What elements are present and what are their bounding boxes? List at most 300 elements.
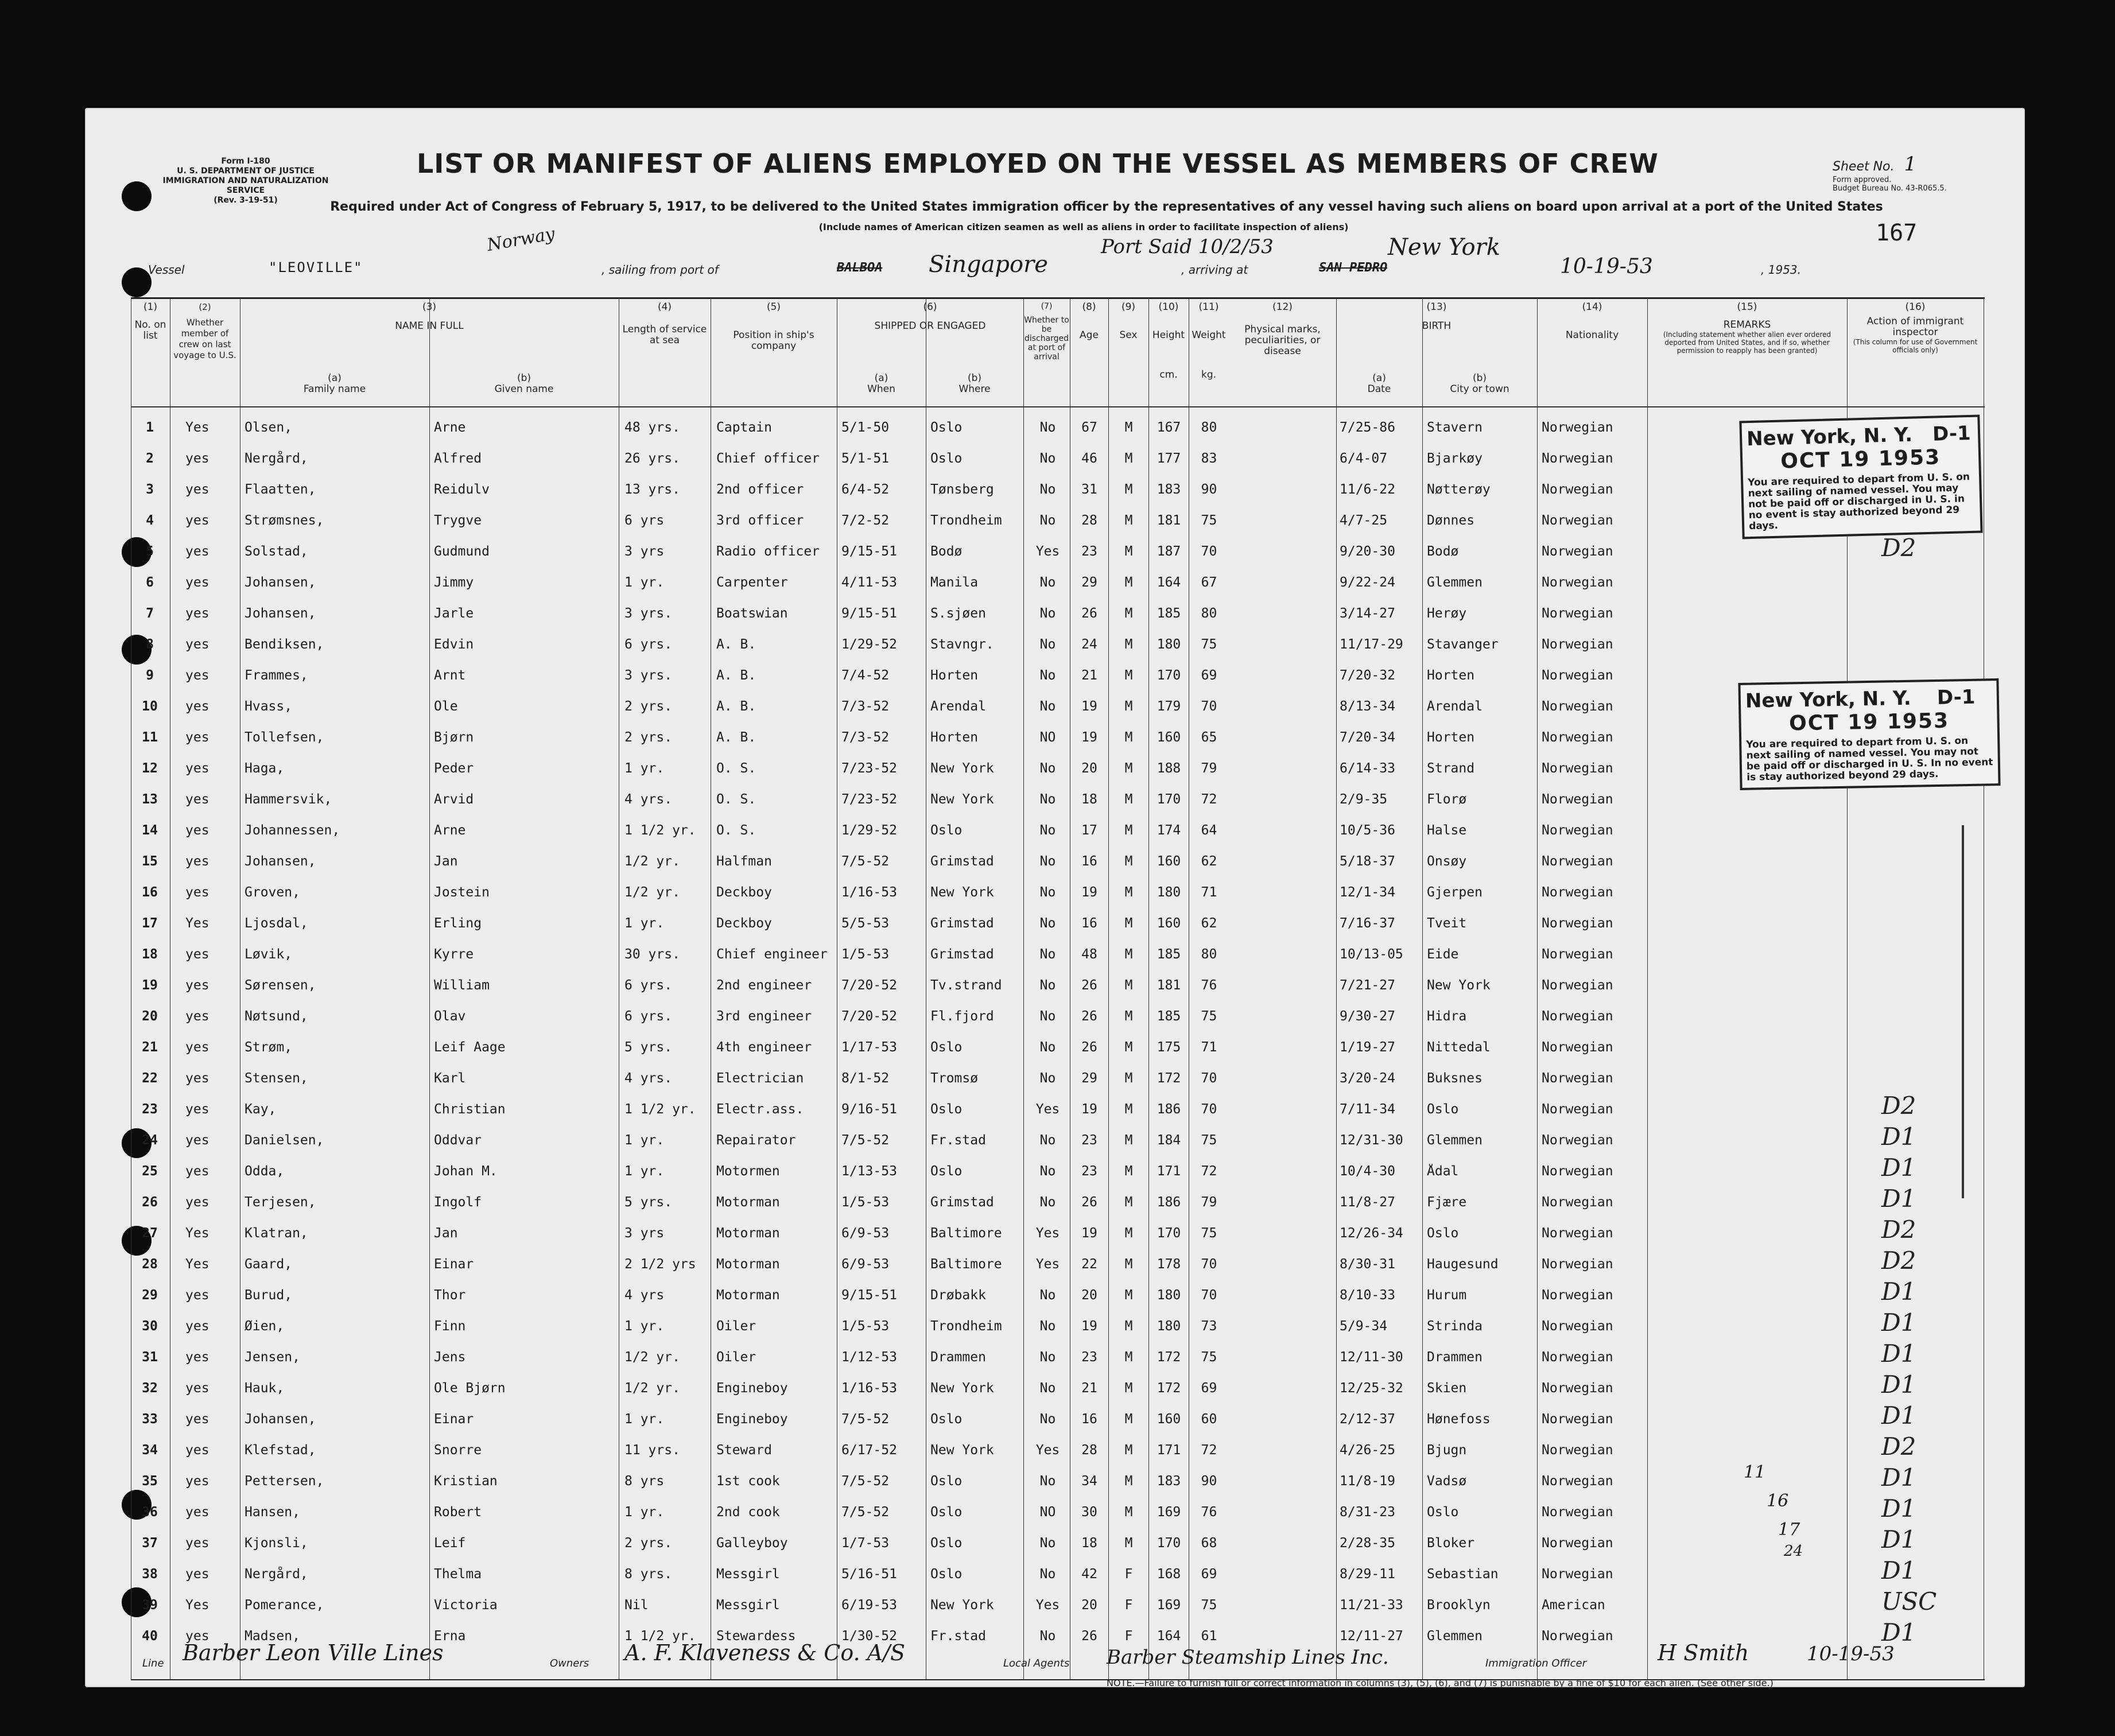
row-birth-place: Buksnes (1427, 1071, 1483, 1086)
row-given-name: Ingolf (434, 1195, 482, 1210)
row-height: 160 (1157, 1412, 1181, 1427)
row-length-of-service: 3 yrs (624, 544, 665, 559)
row-number: 35 (142, 1474, 158, 1489)
row-shipped-where: Arendal (930, 699, 986, 714)
row-weight: 75 (1201, 1009, 1217, 1024)
row-given-name: Christian (434, 1102, 506, 1117)
row-sex: M (1124, 544, 1133, 559)
row-age: 46 (1081, 451, 1097, 466)
row-position: Motorman (716, 1257, 780, 1272)
row-shipped-when: 7/5-52 (841, 1474, 890, 1489)
row-length-of-service: 1 yr. (624, 761, 665, 776)
row-age: 34 (1081, 1474, 1097, 1489)
row-shipped-when: 1/12-53 (841, 1350, 897, 1365)
row-nationality: Norwegian (1542, 1071, 1613, 1086)
row-position: A. B. (716, 730, 756, 745)
row-weight: 71 (1201, 1040, 1217, 1055)
row-discharge: No (1039, 513, 1056, 528)
row-prior-voyage: yes (185, 1412, 209, 1427)
row-inspector-action: D1 (1881, 1370, 1916, 1399)
row-weight: 83 (1201, 451, 1217, 466)
row-sex: M (1124, 420, 1133, 435)
row-birth-date: 7/20-32 (1340, 668, 1395, 683)
row-family-name: Gaard, (245, 1257, 293, 1272)
row-sex: M (1124, 1040, 1133, 1055)
row-position: Carpenter (716, 575, 788, 590)
row-birth-place: Florø (1427, 792, 1467, 807)
row-prior-voyage: yes (185, 1443, 209, 1458)
row-length-of-service: 4 yrs. (624, 1071, 673, 1086)
row-birth-date: 10/5-36 (1340, 823, 1395, 838)
row-prior-voyage: yes (185, 1102, 209, 1117)
col-6-header: (6) SHIPPED OR ENGAGED (874, 301, 986, 332)
row-discharge: No (1039, 792, 1056, 807)
row-shipped-where: Horten (930, 668, 979, 683)
row-sex: M (1124, 1536, 1133, 1551)
col-7-header: (7) Whether to be discharged at port of arrival (1024, 302, 1069, 362)
row-inspector-action: D1 (1881, 1184, 1916, 1213)
department: U. S. DEPARTMENT OF JUSTICE (177, 166, 315, 176)
row-family-name: Kay, (245, 1102, 277, 1117)
row-sex: M (1124, 947, 1133, 962)
table-row (131, 443, 1985, 474)
row-number: 36 (142, 1505, 158, 1520)
row-given-name: Arne (434, 823, 466, 838)
row-length-of-service: 4 yrs. (624, 792, 673, 807)
row-family-name: Tollefsen, (245, 730, 324, 745)
row-sex: F (1124, 1598, 1133, 1613)
row-prior-voyage: Yes (185, 1226, 209, 1241)
row-age: 48 (1081, 947, 1097, 962)
table-row (131, 1339, 1985, 1373)
row-position: Deckboy (716, 885, 772, 900)
row-prior-voyage: yes (185, 978, 209, 993)
row-weight: 70 (1201, 1288, 1217, 1303)
row-family-name: Hauk, (245, 1381, 285, 1396)
row-family-name: Johansen, (245, 854, 316, 869)
row-shipped-where: Oslo (930, 1536, 963, 1551)
row-birth-date: 7/25-86 (1340, 420, 1395, 435)
row-shipped-where: Oslo (930, 1567, 963, 1582)
row-nationality: Norwegian (1542, 1505, 1613, 1520)
row-birth-date: 6/14-33 (1340, 761, 1395, 776)
table-row (131, 1370, 1985, 1404)
row-number: 15 (142, 854, 158, 869)
table-row (131, 1401, 1985, 1435)
row-position: Galleyboy (716, 1536, 788, 1551)
row-number: 22 (142, 1071, 158, 1086)
row-number: 10 (142, 699, 158, 714)
row-weight: 69 (1201, 668, 1217, 683)
row-weight: 73 (1201, 1319, 1217, 1334)
row-discharge: No (1039, 854, 1056, 869)
table-row (131, 660, 1985, 691)
row-discharge: No (1039, 1412, 1056, 1427)
row-sex: M (1124, 1257, 1133, 1272)
row-inspector-action: D1 (1881, 1308, 1916, 1337)
row-position: 4th engineer (716, 1040, 812, 1055)
col-13a-header: (a) Date (1367, 372, 1391, 395)
row-age: 19 (1081, 1226, 1097, 1241)
row-given-name: Jan (434, 854, 458, 869)
table-row (131, 1308, 1985, 1342)
remark-mark: 17 (1778, 1520, 1800, 1540)
row-discharge: Yes (1035, 1102, 1060, 1117)
row-discharge: Yes (1035, 1598, 1060, 1613)
row-height: 174 (1157, 823, 1181, 838)
row-nationality: Norwegian (1542, 420, 1613, 435)
row-age: 23 (1081, 1350, 1097, 1365)
col-3-header: (3) NAME IN FULL (395, 301, 464, 332)
row-inspector-action: D2 (1881, 1432, 1916, 1461)
row-weight: 68 (1201, 1536, 1217, 1551)
row-birth-place: Bodø (1427, 544, 1459, 559)
row-age: 42 (1081, 1567, 1097, 1582)
document-subtitle-note: (Include names of American citizen seamen as well as aliens in order to facilitate inspection of aliens) (818, 222, 1349, 232)
row-weight: 62 (1201, 854, 1217, 869)
row-number: 5 (146, 544, 154, 559)
row-age: 19 (1081, 699, 1097, 714)
sheet-number-field (1833, 153, 1916, 176)
row-birth-place: Onsøy (1427, 854, 1467, 869)
row-family-name: Johansen, (245, 1412, 316, 1427)
row-position: O. S. (716, 823, 756, 838)
row-discharge: No (1039, 575, 1056, 590)
row-shipped-where: Grimstad (930, 947, 994, 962)
row-number: 28 (142, 1257, 158, 1272)
row-birth-place: Eide (1427, 947, 1459, 962)
row-length-of-service: 2 yrs. (624, 730, 673, 745)
row-age: 29 (1081, 575, 1097, 590)
row-position: O. S. (716, 792, 756, 807)
row-number: 23 (142, 1102, 158, 1117)
row-height: 183 (1157, 1474, 1181, 1489)
row-sex: M (1124, 1195, 1133, 1210)
stamp-place: New York, N. Y. (1746, 423, 1913, 451)
row-birth-date: 12/11-27 (1340, 1629, 1403, 1644)
row-birth-date: 8/30-31 (1340, 1257, 1395, 1272)
table-row (131, 1277, 1985, 1311)
row-sex: M (1124, 1164, 1133, 1179)
agents-label: Local Agents (1003, 1657, 1070, 1669)
row-sex: M (1124, 1443, 1133, 1458)
row-given-name: Gudmund (434, 544, 490, 559)
row-shipped-where: Fl.fjord (930, 1009, 994, 1024)
row-given-name: Leif Aage (434, 1040, 506, 1055)
row-shipped-when: 5/5-53 (841, 916, 890, 931)
table-row (131, 1246, 1985, 1280)
row-age: 31 (1081, 482, 1097, 497)
row-discharge: No (1039, 1381, 1056, 1396)
sailing-label: , sailing from port of (601, 263, 719, 277)
row-height: 181 (1157, 513, 1181, 528)
officer-label: Immigration Officer (1485, 1657, 1586, 1669)
row-shipped-where: Oslo (930, 451, 963, 466)
row-prior-voyage: yes (185, 513, 209, 528)
row-age: 26 (1081, 1629, 1097, 1644)
form-identifier (148, 157, 343, 205)
row-given-name: Robert (434, 1505, 482, 1520)
row-position: Messgirl (716, 1598, 780, 1613)
row-height: 160 (1157, 730, 1181, 745)
row-position: Chief engineer (716, 947, 828, 962)
row-family-name: Danielsen, (245, 1133, 324, 1148)
row-birth-date: 3/14-27 (1340, 606, 1395, 621)
row-position: 3rd officer (716, 513, 804, 528)
row-height: 170 (1157, 668, 1181, 683)
row-length-of-service: 6 yrs. (624, 637, 673, 652)
row-sex: M (1124, 482, 1133, 497)
row-shipped-where: Oslo (930, 1040, 963, 1055)
table-row (131, 1156, 1985, 1187)
row-nationality: Norwegian (1542, 1288, 1613, 1303)
remark-mark: 16 (1767, 1491, 1789, 1511)
row-birth-place: Stavern (1427, 420, 1483, 435)
approval-line: Form approved. (1833, 176, 1892, 184)
row-shipped-where: Stavngr. (930, 637, 994, 652)
row-birth-place: Herøy (1427, 606, 1467, 621)
col-1-header: (1) No. on list (134, 301, 166, 341)
row-length-of-service: 3 yrs (624, 1226, 665, 1241)
sheet-number: 1 (1904, 153, 1917, 176)
row-shipped-where: Oslo (930, 420, 963, 435)
row-height: 170 (1157, 1536, 1181, 1551)
row-birth-place: Bjugn (1427, 1443, 1467, 1458)
row-weight: 72 (1201, 1164, 1217, 1179)
row-birth-date: 8/31-23 (1340, 1505, 1395, 1520)
row-family-name: Jensen, (245, 1350, 300, 1365)
row-height: 172 (1157, 1381, 1181, 1396)
row-shipped-when: 7/20-52 (841, 978, 897, 993)
row-age: 67 (1081, 420, 1097, 435)
row-weight: 67 (1201, 575, 1217, 590)
row-length-of-service: 1 yr. (624, 1505, 665, 1520)
row-sex: M (1124, 1412, 1133, 1427)
row-shipped-when: 1/29-52 (841, 637, 897, 652)
approval-line: Budget Bureau No. 43-R065.5. (1833, 184, 1947, 193)
row-weight: 62 (1201, 916, 1217, 931)
row-prior-voyage: yes (185, 575, 209, 590)
arriving-label: , arriving at (1181, 263, 1248, 277)
row-position: Engineboy (716, 1412, 788, 1427)
row-weight: 72 (1201, 792, 1217, 807)
row-shipped-when: 7/5-52 (841, 854, 890, 869)
row-height: 180 (1157, 1319, 1181, 1334)
row-shipped-when: 1/29-52 (841, 823, 897, 838)
row-birth-date: 11/21-33 (1340, 1598, 1403, 1613)
row-prior-voyage: yes (185, 761, 209, 776)
row-height: 170 (1157, 1226, 1181, 1241)
row-age: 28 (1081, 1443, 1097, 1458)
row-shipped-when: 5/16-51 (841, 1567, 897, 1582)
row-sex: M (1124, 1133, 1133, 1148)
row-length-of-service: 6 yrs (624, 513, 665, 528)
row-number: 3 (146, 482, 154, 497)
row-height: 180 (1157, 1288, 1181, 1303)
row-discharge: No (1039, 1040, 1056, 1055)
row-prior-voyage: yes (185, 1505, 209, 1520)
row-nationality: Norwegian (1542, 854, 1613, 869)
row-shipped-where: Fr.stad (930, 1629, 986, 1644)
row-height: 180 (1157, 885, 1181, 900)
row-nationality: Norwegian (1542, 1164, 1613, 1179)
row-height: 164 (1157, 1629, 1181, 1644)
row-nationality: Norwegian (1542, 823, 1613, 838)
row-family-name: Hammersvik, (245, 792, 332, 807)
row-prior-voyage: yes (185, 730, 209, 745)
row-given-name: Jimmy (434, 575, 474, 590)
row-position: Boatswian (716, 606, 788, 621)
officer-signature: H Smith (1658, 1640, 1749, 1665)
row-discharge: No (1039, 606, 1056, 621)
row-prior-voyage: yes (185, 482, 209, 497)
stamp-date: OCT 19 1953 (1788, 709, 1950, 736)
row-position: 2nd cook (716, 1505, 780, 1520)
row-weight: 71 (1201, 885, 1217, 900)
row-discharge: No (1039, 482, 1056, 497)
row-birth-place: New York (1427, 978, 1491, 993)
row-family-name: Ljosdal, (245, 916, 308, 931)
row-number: 14 (142, 823, 158, 838)
table-row (131, 1001, 1985, 1032)
row-given-name: Jarle (434, 606, 474, 621)
row-discharge: No (1039, 420, 1056, 435)
row-sex: M (1124, 730, 1133, 745)
row-weight: 79 (1201, 761, 1217, 776)
row-number: 40 (142, 1629, 158, 1644)
row-position: Oiler (716, 1319, 756, 1334)
row-prior-voyage: yes (185, 1288, 209, 1303)
row-birth-place: Glemmen (1427, 575, 1483, 590)
row-shipped-when: 4/11-53 (841, 575, 897, 590)
row-position: Electr.ass. (716, 1102, 804, 1117)
row-nationality: Norwegian (1542, 699, 1613, 714)
row-weight: 75 (1201, 1226, 1217, 1241)
table-row (131, 1184, 1985, 1218)
row-shipped-when: 6/17-52 (841, 1443, 897, 1458)
row-shipped-where: Drammen (930, 1350, 986, 1365)
row-sex: M (1124, 885, 1133, 900)
row-shipped-when: 1/16-53 (841, 1381, 897, 1396)
row-birth-place: Horten (1427, 668, 1475, 683)
row-weight: 70 (1201, 544, 1217, 559)
row-age: 23 (1081, 1164, 1097, 1179)
row-number: 7 (146, 606, 154, 621)
row-age: 26 (1081, 606, 1097, 621)
row-inspector-action: USC (1881, 1587, 1937, 1615)
row-birth-date: 4/26-25 (1340, 1443, 1395, 1458)
row-sex: M (1124, 1319, 1133, 1334)
row-given-name: Edvin (434, 637, 474, 652)
table-row (131, 939, 1985, 970)
table-row (131, 1494, 1985, 1528)
row-height: 168 (1157, 1567, 1181, 1582)
row-number: 39 (142, 1598, 158, 1613)
row-prior-voyage: yes (185, 885, 209, 900)
row-height: 169 (1157, 1505, 1181, 1520)
row-weight: 76 (1201, 1505, 1217, 1520)
row-birth-place: Oslo (1427, 1102, 1459, 1117)
row-birth-date: 7/11-34 (1340, 1102, 1395, 1117)
row-sex: M (1124, 1505, 1133, 1520)
row-sex: M (1124, 606, 1133, 621)
row-height: 185 (1157, 606, 1181, 621)
row-height: 177 (1157, 451, 1181, 466)
row-age: 30 (1081, 1505, 1097, 1520)
row-given-name: Victoria (434, 1598, 498, 1613)
row-prior-voyage: yes (185, 451, 209, 466)
row-shipped-where: Trondheim (930, 1319, 1002, 1334)
row-age: 26 (1081, 978, 1097, 993)
row-given-name: Arvid (434, 792, 474, 807)
row-shipped-when: 6/19-53 (841, 1598, 897, 1613)
table-row (131, 567, 1985, 598)
row-shipped-when: 8/1-52 (841, 1071, 890, 1086)
row-family-name: Strøm, (245, 1040, 293, 1055)
row-sex: M (1124, 978, 1133, 993)
row-shipped-when: 7/4-52 (841, 668, 890, 683)
row-shipped-when: 5/1-51 (841, 451, 890, 466)
row-family-name: Strømsnes, (245, 513, 324, 528)
row-height: 172 (1157, 1350, 1181, 1365)
row-birth-date: 2/12-37 (1340, 1412, 1395, 1427)
row-nationality: Norwegian (1542, 513, 1613, 528)
col-15-header: (15) REMARKS (Including statement whether alien ever ordered deported from United States, and if so, whether permission to reapply has been granted) (1663, 301, 1831, 355)
row-number: 30 (142, 1319, 158, 1334)
row-family-name: Nergård, (245, 451, 308, 466)
row-given-name: Snorre (434, 1443, 482, 1458)
row-length-of-service: 3 yrs. (624, 606, 673, 621)
row-given-name: Kyrre (434, 947, 474, 962)
row-height: 178 (1157, 1257, 1181, 1272)
row-length-of-service: 2 1/2 yrs (624, 1257, 696, 1272)
row-given-name: Olav (434, 1009, 466, 1024)
row-birth-date: 8/29-11 (1340, 1567, 1395, 1582)
row-inspector-action: D1 (1881, 1401, 1916, 1430)
row-shipped-where: Oslo (930, 1102, 963, 1117)
table-row (131, 629, 1985, 660)
row-height: 169 (1157, 1598, 1181, 1613)
row-sex: M (1124, 1009, 1133, 1024)
row-length-of-service: 2 yrs. (624, 1536, 673, 1551)
row-position: Steward (716, 1443, 772, 1458)
sailing-port-secondary: Port Said 10/2/53 (1101, 235, 1274, 258)
stamp-code: D-1 (1937, 685, 1976, 709)
table-row (131, 1094, 1985, 1125)
row-inspector-action: D2 (1881, 1092, 1916, 1120)
row-length-of-service: 1 1/2 yr. (624, 1629, 696, 1644)
table-row (131, 1063, 1985, 1094)
row-number: 20 (142, 1009, 158, 1024)
vessel-country-note: Norway (485, 223, 557, 256)
row-length-of-service: 1/2 yr. (624, 1381, 680, 1396)
row-birth-place: Oslo (1427, 1226, 1459, 1241)
row-age: 17 (1081, 823, 1097, 838)
row-weight: 70 (1201, 699, 1217, 714)
row-given-name: Thor (434, 1288, 466, 1303)
row-shipped-when: 7/20-52 (841, 1009, 897, 1024)
table-row (131, 784, 1985, 815)
table-row (131, 474, 1985, 505)
row-birth-place: Drammen (1427, 1350, 1483, 1365)
col-8-header: (8) Age (1080, 301, 1099, 341)
row-weight: 75 (1201, 1350, 1217, 1365)
row-height: 185 (1157, 947, 1181, 962)
row-birth-date: 8/13-34 (1340, 699, 1395, 714)
row-family-name: Stensen, (245, 1071, 308, 1086)
row-age: 18 (1081, 1536, 1097, 1551)
row-shipped-when: 7/5-52 (841, 1505, 890, 1520)
